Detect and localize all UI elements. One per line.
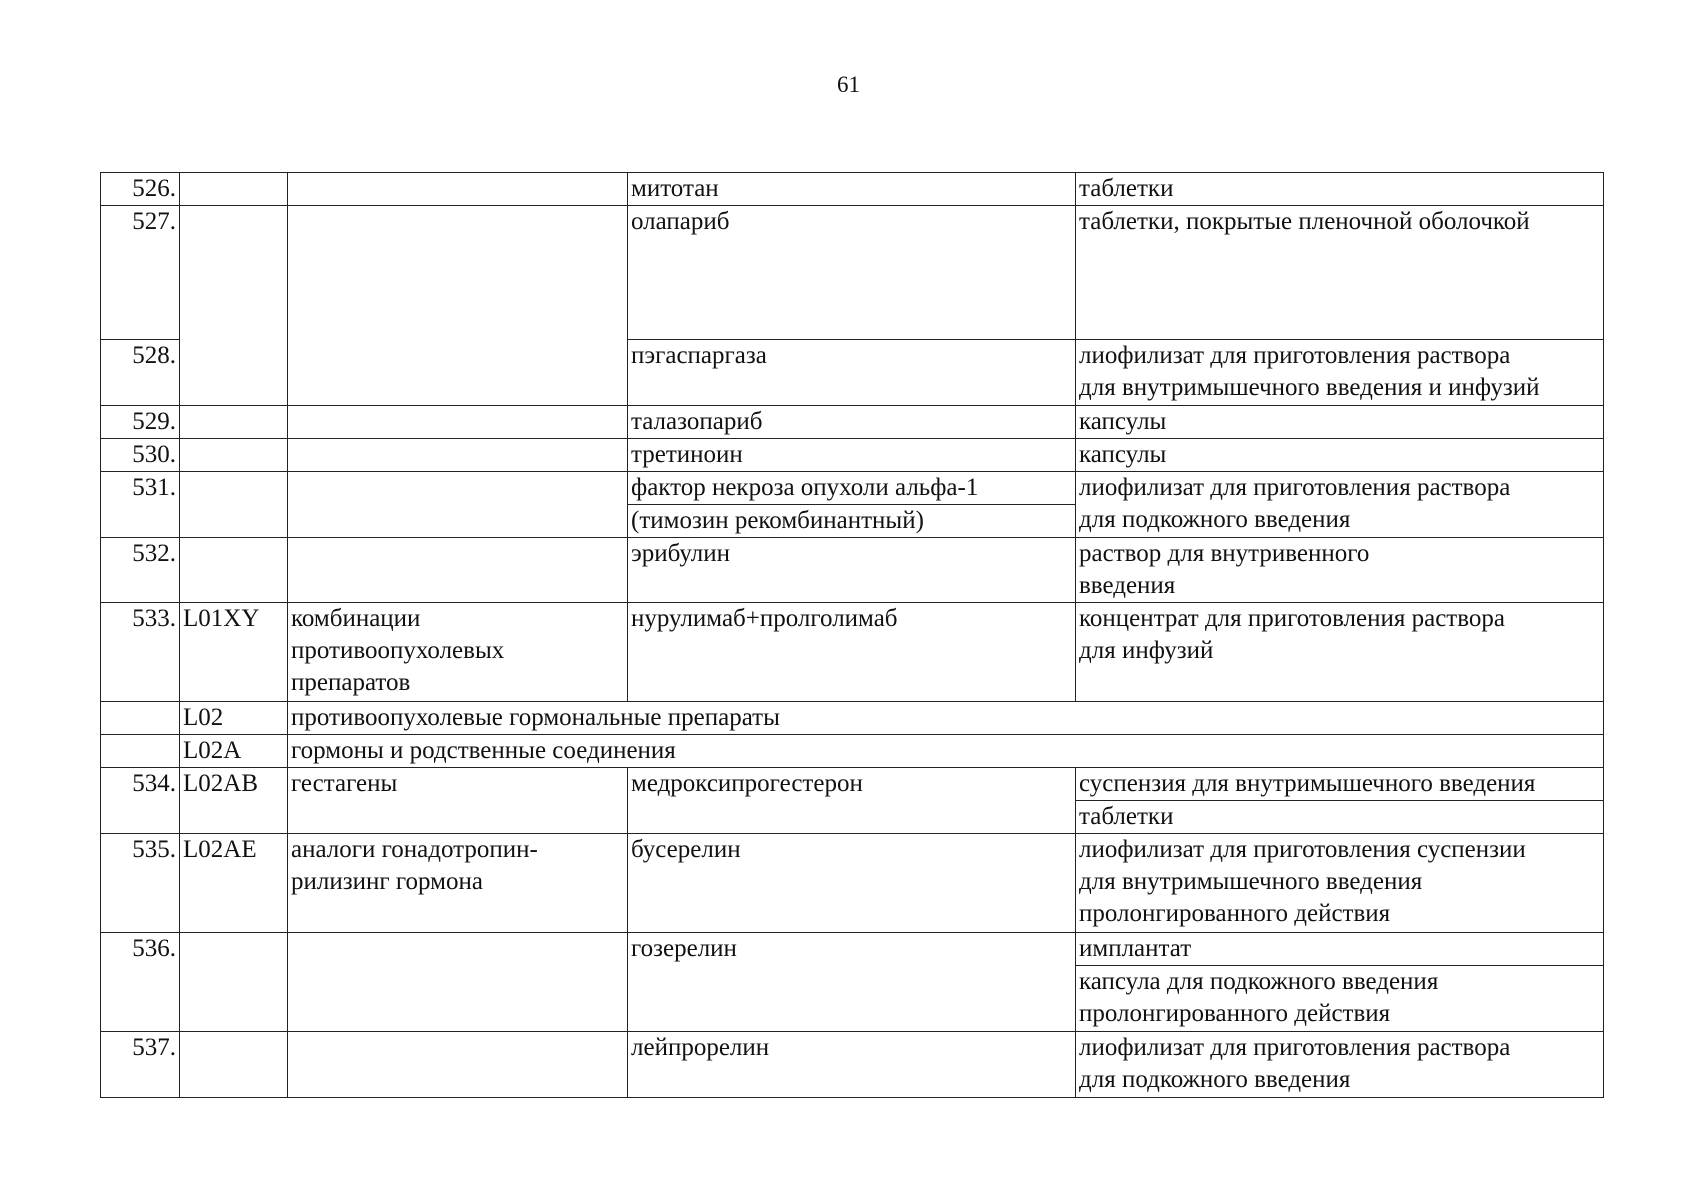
dosage-form-line: для внутримышечного введения <box>1079 868 1423 895</box>
dosage-form-cell <box>1076 966 1604 1032</box>
table-row-529 <box>101 406 1604 439</box>
drug-name-cell: лейпрорелин <box>628 1032 1076 1098</box>
row-number: 532. <box>101 538 180 603</box>
atc-code-cell <box>180 173 288 206</box>
group-cell <box>288 406 628 439</box>
dosage-form-line: для внутримышечного введения и инфузий <box>1079 374 1540 401</box>
atc-code-cell: L02AE <box>180 834 288 933</box>
drug-name-cell: фактор некроза опухоли альфа-1 <box>628 472 1076 505</box>
dosage-form-cell <box>1076 472 1604 538</box>
dosage-form-cell: суспензия для внутримышечного введения <box>1076 768 1604 801</box>
dosage-form-line: лиофилизат для приготовления раствора <box>1079 342 1511 369</box>
group-cell <box>288 173 628 206</box>
group-line: комбинации <box>291 605 421 632</box>
drug-name-cell: медроксипрогестерон <box>628 768 1076 834</box>
group-cell <box>288 206 628 406</box>
atc-code-cell: L02A <box>180 735 288 768</box>
atc-code-cell: L02AB <box>180 768 288 834</box>
atc-code-cell <box>180 439 288 472</box>
row-number: 531. <box>101 472 180 538</box>
dosage-form-cell: таблетки <box>1076 173 1604 206</box>
table-row-527 <box>101 206 1604 340</box>
row-number: 529. <box>101 406 180 439</box>
row-number: 534. <box>101 768 180 834</box>
drug-name-cell: талазопариб <box>628 406 1076 439</box>
table-row-532 <box>101 538 1604 603</box>
row-number: 535. <box>101 834 180 933</box>
group-cell <box>288 603 628 702</box>
dosage-form-cell <box>1076 834 1604 933</box>
row-number: 533. <box>101 603 180 702</box>
group-cell: гестагены <box>288 768 628 834</box>
drug-name-cell: олапариб <box>628 206 1076 340</box>
dosage-form-cell <box>1076 1032 1604 1098</box>
drug-name-cell: (тимозин рекомбинантный) <box>628 505 1076 538</box>
dosage-form-cell: имплантат <box>1076 933 1604 966</box>
drug-name-cell: бусерелин <box>628 834 1076 933</box>
table-row-group-l02a <box>101 735 1604 768</box>
table-row-531 <box>101 472 1604 505</box>
atc-code-cell <box>180 472 288 538</box>
dosage-form-line: концентрат для приготовления раствора <box>1079 605 1505 632</box>
drug-name-cell: эрибулин <box>628 538 1076 603</box>
group-title-cell: гормоны и родственные соединения <box>288 735 1604 768</box>
group-line: рилизинг гормона <box>291 868 483 895</box>
drug-name-cell: митотан <box>628 173 1076 206</box>
row-number <box>101 702 180 735</box>
dosage-form-cell <box>1076 340 1604 406</box>
dosage-form-line: для инфузий <box>1079 637 1214 664</box>
group-cell <box>288 472 628 538</box>
drug-name-cell: нурулимаб+пролголимаб <box>628 603 1076 702</box>
row-number <box>101 735 180 768</box>
page-number: 61 <box>837 72 860 97</box>
drug-name-cell: третиноин <box>628 439 1076 472</box>
group-cell <box>288 933 628 1032</box>
dosage-form-line: пролонгированного действия <box>1079 1000 1391 1027</box>
group-cell <box>288 439 628 472</box>
table-row-534 <box>101 768 1604 801</box>
dosage-form-line: лиофилизат для приготовления раствора <box>1079 474 1511 501</box>
dosage-form-line: введения <box>1079 572 1176 599</box>
table-row-535 <box>101 834 1604 933</box>
dosage-form-line: лиофилизат для приготовления раствора <box>1079 1034 1511 1061</box>
dosage-form-line: раствор для внутривенного <box>1079 540 1370 567</box>
row-number: 536. <box>101 933 180 1032</box>
row-number: 526. <box>101 173 180 206</box>
table-row-536 <box>101 933 1604 966</box>
dosage-form-line: капсула для подкожного введения <box>1079 968 1439 995</box>
row-number: 527. <box>101 206 180 340</box>
table-row-526 <box>101 173 1604 206</box>
dosage-form-cell: капсулы <box>1076 439 1604 472</box>
table-row-group-l02 <box>101 702 1604 735</box>
group-title-cell: противоопухолевые гормональные препараты <box>288 702 1604 735</box>
table-row-530 <box>101 439 1604 472</box>
dosage-form-line: лиофилизат для приготовления суспензии <box>1079 836 1526 863</box>
group-line: противоопухолевых <box>291 637 505 664</box>
dosage-form-cell: капсулы <box>1076 406 1604 439</box>
atc-code-cell <box>180 538 288 603</box>
group-line: препаратов <box>291 669 411 696</box>
dosage-form-line: для подкожного введения <box>1079 506 1351 533</box>
group-cell <box>288 834 628 933</box>
group-line: аналоги гонадотропин- <box>291 836 538 863</box>
row-number: 530. <box>101 439 180 472</box>
drug-name-cell: пэгаспаргаза <box>628 340 1076 406</box>
row-number: 528. <box>101 340 180 406</box>
drug-name-cell: гозерелин <box>628 933 1076 1032</box>
dosage-form-line: пролонгированного действия <box>1079 900 1391 927</box>
dosage-form-cell <box>1076 603 1604 702</box>
table-row-537 <box>101 1032 1604 1098</box>
group-cell <box>288 1032 628 1098</box>
atc-code-cell <box>180 933 288 1032</box>
dosage-form-line: для подкожного введения <box>1079 1066 1351 1093</box>
atc-code-cell: L02 <box>180 702 288 735</box>
dosage-form-cell: таблетки <box>1076 801 1604 834</box>
atc-code-cell <box>180 206 288 406</box>
row-number: 537. <box>101 1032 180 1098</box>
group-cell <box>288 538 628 603</box>
atc-code-cell <box>180 406 288 439</box>
table-row-533 <box>101 603 1604 702</box>
atc-code-cell <box>180 1032 288 1098</box>
dosage-form-cell <box>1076 538 1604 603</box>
atc-code-cell: L01XY <box>180 603 288 702</box>
drug-table <box>100 172 1604 1098</box>
dosage-form-cell: таблетки, покрытые пленочной оболочкой <box>1076 206 1604 340</box>
